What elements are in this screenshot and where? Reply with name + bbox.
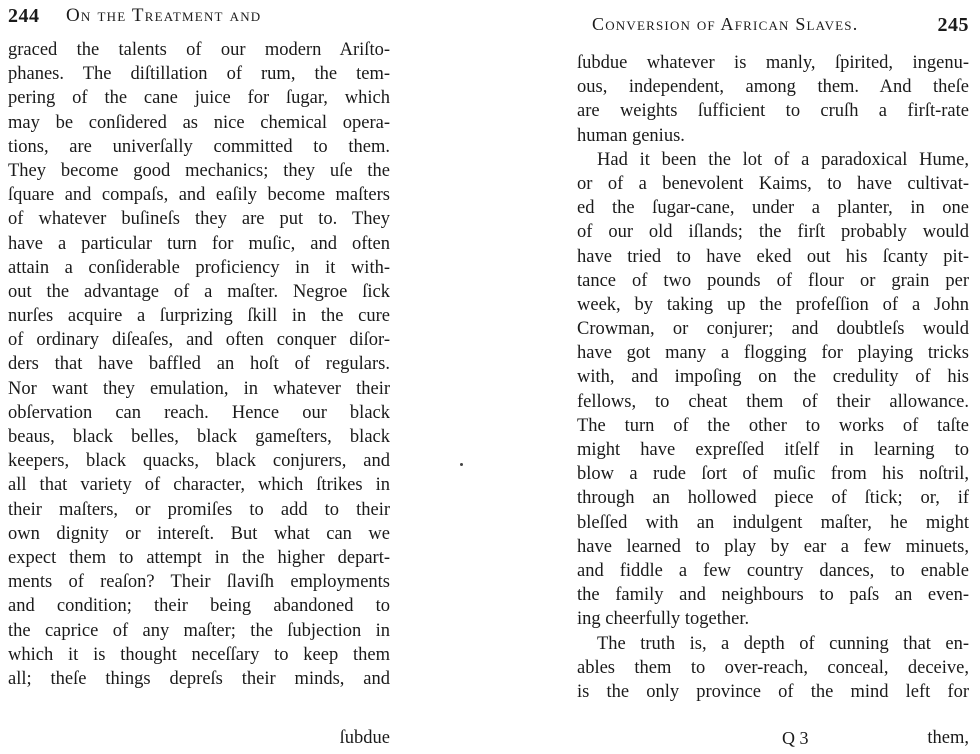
text-line: blow a rude ſort of muſic from his noſtril,	[577, 464, 969, 485]
text-line: The turn of the other to works of taſte	[577, 415, 969, 436]
catchword: them,	[927, 728, 969, 748]
text-line: human genius.	[577, 125, 685, 146]
text-line: beaus, black belles, black gameſters, black	[8, 427, 390, 447]
left-page-footer	[8, 726, 390, 750]
text-line: phanes. The diſtillation of rum, the tem-	[8, 64, 390, 85]
text-line: have a particular turn for muſic, and often	[8, 233, 390, 254]
text-line: all; theſe things depreſs their minds, and	[8, 668, 390, 689]
signature-mark: Q 3	[782, 728, 809, 748]
page-number: 245	[937, 14, 969, 36]
text-line: bleſſed with an indulgent maſter, he might	[577, 512, 969, 533]
text-line: Had it been the lot of a paradoxical Hume,	[597, 149, 969, 170]
text-line: Nor want they emulation, in whatever their	[8, 378, 390, 399]
text-line: of ordinary diſeaſes, and often conquer diſor-	[8, 330, 390, 351]
text-line: obſervation can reach. Hence our black	[8, 402, 390, 423]
text-line: attain a conſiderable proficiency in it with-	[8, 257, 390, 278]
text-line: have learned to play by ear a few minuets,	[577, 536, 969, 557]
text-line: is the only province of the mind left for	[577, 681, 969, 702]
text-line: their maſters, or promiſes to add to their	[8, 499, 390, 520]
catchword: ſubdue	[339, 728, 390, 748]
text-line: pering of the cane juice for ſugar, which	[8, 88, 390, 109]
text-line: tions, are univerſally committed to them.	[8, 136, 390, 157]
text-line: The truth is, a depth of cunning that en-	[597, 633, 969, 654]
text-line: ſubdue whatever is manly, ſpirited, ingenu-	[577, 53, 969, 73]
text-line: the family and neighbours to paſs an even-	[577, 585, 969, 606]
text-line: week, by taking up the profeſſion of a John	[577, 294, 969, 315]
right-page-header	[577, 14, 969, 40]
text-line: tance of two pounds of flour or grain per	[577, 270, 969, 291]
text-line: ders that have baffled an hoſt of regulars.	[8, 354, 390, 375]
text-line: They become good mechanics; they uſe the	[8, 160, 390, 181]
text-line: fellows, to cheat them of their allowance.	[577, 391, 969, 412]
text-line: out the advantage of a maſter. Negroe ſick	[8, 281, 390, 302]
text-line: of whatever buſineſs they are put to. They	[8, 209, 390, 230]
paper-speck	[460, 463, 463, 466]
text-line: ed the ſugar-cane, under a planter, in one	[577, 198, 969, 219]
text-line: nurſes acquire a ſurprizing ſkill in the cure	[8, 306, 390, 327]
text-line: have tried to have eked out his ſcanty pit-	[577, 246, 969, 267]
text-line: graced the talents of our modern Ariſto-	[8, 40, 390, 60]
text-line: own dignity or intereſt. But what can we	[8, 523, 390, 544]
text-line: ſquare and compaſs, and eaſily become maſters	[8, 185, 390, 206]
text-line: Crowman, or conjurer; and doubtleſs would	[577, 319, 969, 340]
text-line: ments of reaſon? Their ſlaviſh employments	[8, 572, 390, 593]
text-line: ables them to over-reach, conceal, deceive,	[577, 657, 969, 678]
left-page-header	[8, 5, 390, 31]
right-page-text	[577, 51, 969, 704]
text-line: are weights ſufficient to cruſh a firſt-rate	[577, 101, 969, 122]
text-line: may be conſidered as nice chemical opera-	[8, 112, 390, 133]
text-line: or of a benevolent Kaims, to have cultivat-	[577, 173, 969, 194]
text-line: have got many a flogging for playing tricks	[577, 343, 969, 364]
text-line: which it is thought neceſſary to keep them	[8, 644, 390, 665]
text-line: ous, independent, among them. And theſe	[577, 77, 969, 98]
text-line: and condition; their being abandoned to	[8, 596, 390, 617]
text-line: might have expreſſed itſelf in learning to	[577, 440, 969, 460]
text-line: through an hollowed piece of ſtick; or, if	[577, 488, 969, 509]
running-head: Conversion of African Slaves.	[592, 14, 859, 34]
text-line: the caprice of any maſter; the ſubjection in	[8, 620, 390, 641]
text-line: expect them to attempt in the higher depart-	[8, 547, 390, 568]
left-page-text	[8, 38, 390, 691]
text-line: with, and impoſing on the credulity of his	[577, 367, 969, 388]
text-line: keepers, black quacks, black conjurers, and	[8, 451, 390, 472]
text-line: all that variety of character, which ſtrikes in	[8, 475, 390, 496]
text-line: and fiddle a few country dances, to enable	[577, 560, 969, 581]
text-line: ing cheerfully together.	[577, 609, 750, 630]
running-head: On the Treatment and	[66, 5, 262, 26]
text-line: of our old iſlands; the firſt probably would	[577, 222, 969, 243]
right-page-footer	[577, 726, 969, 750]
page-number: 244	[8, 5, 40, 27]
